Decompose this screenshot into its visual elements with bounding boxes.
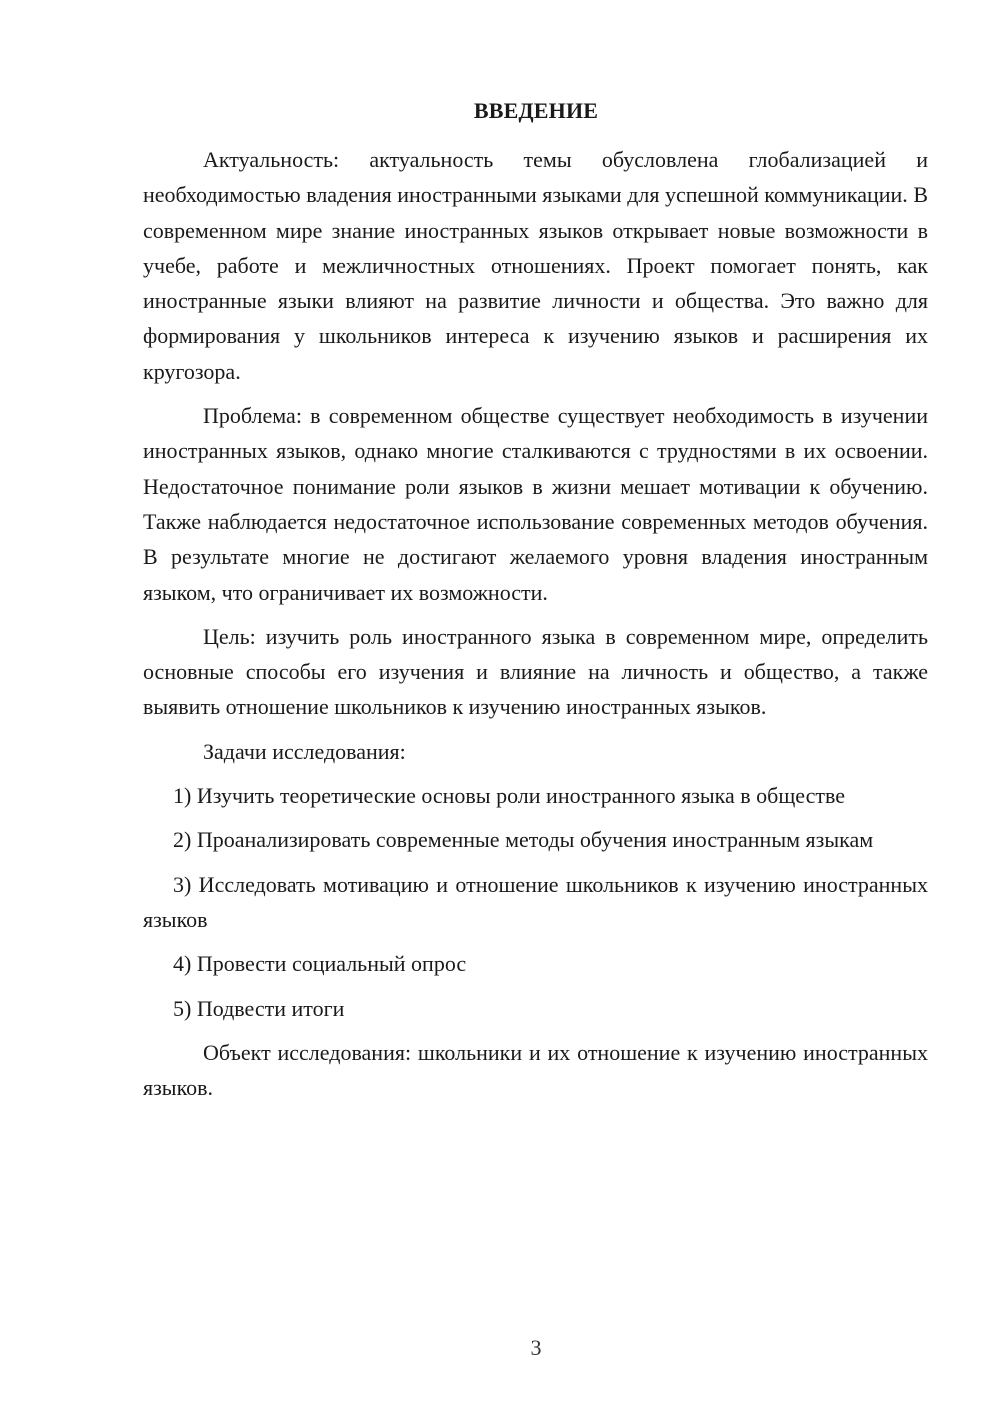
document-body — [143, 142, 928, 1114]
tasks-heading: Задачи исследования: — [203, 738, 406, 764]
section-title: ВВЕДЕНИЕ — [473, 98, 599, 123]
relevance-paragraph: Актуальность: актуальность темы обусловлена глобализацией и необходимостью владения иностранными языками для успешной коммуникации. В современном мире знание иностранных языков открывает новые возможности в учебе, работе и межличностных отношениях. Проект помогает понять, как иностранные языки влияют на развитие личности и общества. Это важно для формирования у школьников интереса к изучению языков и расширения их кругозора. — [143, 147, 928, 384]
page-number: 3 — [530, 1335, 542, 1360]
task-item-3: 3) Исследовать мотивацию и отношение школьников к изучению иностранных языков — [143, 871, 928, 932]
problem-paragraph: Проблема: в современном обществе существует необходимость в изучении иностранных языков, однако многие сталкиваются с трудностями в их освоении. Недостаточное понимание роли языков в жизни мешает мотивации к обучению. Также наблюдается недостаточное использование современных методов обучения. В результате многие не достигают желаемого уровня владения иностранным языком, что ограничивает их возможности. — [143, 403, 928, 605]
task-item-2: 2) Проанализировать современные методы обучения иностранным языкам — [173, 827, 874, 853]
goal-paragraph: Цель: изучить роль иностранного языка в современном мире, определить основные способы его изучения и влияние на личность и общество, а также выявить отношение школьников к изучению иностранных языков. — [143, 623, 928, 720]
object-paragraph: Объект исследования: школьники и их отношение к изучению иностранных языков. — [143, 1039, 928, 1101]
task-item-1: 1) Изучить теоретические основы роли иностранного языка в обществе — [173, 783, 846, 809]
task-item-4: 4) Провести социальный опрос — [173, 951, 467, 977]
task-item-5: 5) Подвести итоги — [173, 995, 345, 1021]
